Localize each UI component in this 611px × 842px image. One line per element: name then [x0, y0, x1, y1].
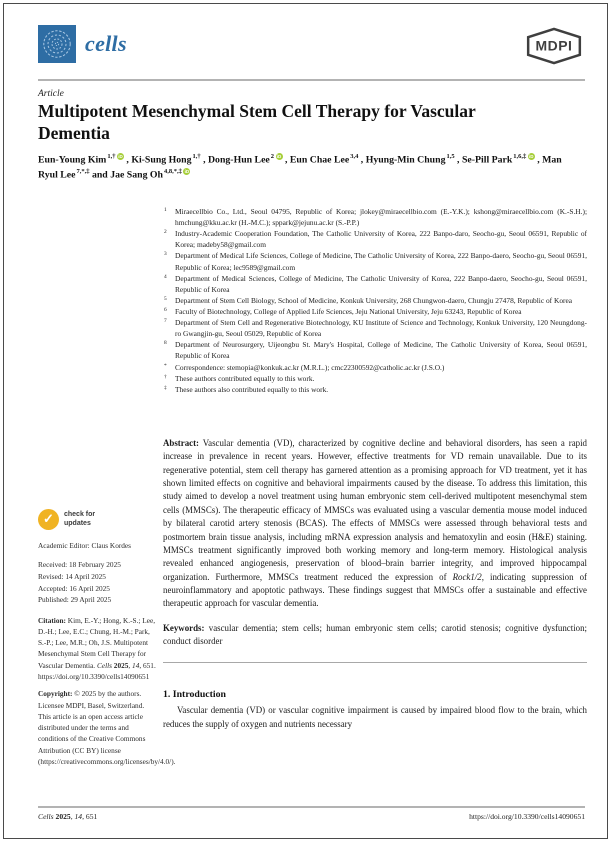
author-affil-sup: 1,6,‡ — [513, 153, 527, 160]
affiliation-item — [163, 228, 587, 250]
footer-year: 2025 — [55, 812, 71, 821]
affiliation-text: Correspondence: stemopia@konkuk.ac.kr (M.R.L.); cmc22300592@catholic.ac.kr (J.S.O.) — [175, 362, 445, 372]
citation-volume: , 14 — [128, 660, 140, 670]
author-name: Man Ryul Lee — [38, 154, 562, 181]
affiliation-number: 3 — [164, 251, 167, 258]
author-affil-sup: 2 — [270, 153, 275, 160]
citation-year: 2025 — [113, 660, 129, 670]
affiliation-text: Department of Stem Cell Biology, School of Medicine, Konkuk University, 268 Chungwon-daero, Chungju 27478, Republic of Korea — [175, 295, 573, 305]
introduction-paragraph: Vascular dementia (VD) or vascular cognitive impairment is caused by impaired blood flow to the brain, which reduces the supply of oxygen and nutrients necessary — [163, 705, 587, 729]
article-type-label: Article — [38, 89, 64, 99]
author-affil-sup: 1,5 — [446, 153, 455, 160]
abstract-text-2: , indicating suppression of neuroinflammatory and apoptotic pathways. These findings suggest that MMSCs offer a sustainable and effective therapeutic approach for vascular dementia. — [163, 571, 587, 609]
citation-journal: Cells — [96, 660, 114, 670]
article-dates — [38, 560, 157, 605]
author-separator: , — [126, 154, 132, 166]
author-name: Se-Pill Park — [461, 154, 513, 166]
author-name: Hyung-Min Chung — [365, 154, 446, 166]
affiliation-number: 6 — [164, 306, 167, 313]
mdpi-logo-text: MDPI — [535, 37, 573, 54]
journal-logo — [38, 25, 127, 63]
affiliation-item — [163, 373, 587, 384]
author-list — [38, 152, 562, 183]
footer-doi-link[interactable]: https://doi.org/10.3390/cells14090651 — [469, 812, 585, 821]
sidebar — [38, 509, 176, 767]
keywords-label: Keywords: — [163, 622, 205, 633]
affiliation-text: These authors also contributed equally to this work. — [175, 384, 329, 394]
author-name: Eun Chae Lee — [289, 154, 350, 166]
orcid-icon[interactable]: iD — [184, 169, 190, 175]
affiliation-text: Industry-Academic Cooperation Foundation, The Catholic University of Korea, 222 Banpo-daro, Seocho-gu, Seoul 06591, Republic of Korea; madeby58@gmail.com — [175, 229, 587, 250]
author-separator: , — [457, 154, 462, 166]
footer-citation — [38, 812, 97, 821]
journal-name: cells — [85, 31, 127, 56]
affiliation-item — [163, 295, 587, 306]
author-separator: , — [203, 154, 208, 166]
affiliation-text: These authors contributed equally to this work. — [175, 373, 315, 383]
page-footer — [38, 812, 585, 821]
affiliation-item — [163, 362, 587, 373]
affiliation-number: ‡ — [164, 384, 167, 391]
checkmark-icon: ✓ — [38, 509, 59, 530]
section-divider — [163, 662, 587, 663]
abstract-text-1: Vascular dementia (VD), characterized by cognitive decline and behavioral disorders, has seen a rapid increase in prevalence in recent years. However, effective treatments for VD remain unavailable. Due to its regenerative potential, stem cell therapy has garnered attention as a promising approach for VD treatment, yet it has shown limited effects on cognitive and behavioral impairments caused by the disease. To address this limitation, this study aimed to develop a novel treatment using human embryonic stem cell-derived multipotent mesenchymal stem cells (MMSCs). The therapeutic efficacy of MMSCs was evaluated using a vascular dementia mouse model induced by bilateral carotid artery stenosis (BCAS). The effects of MMSCs were assessed through behavioral tests and postmortem brain tissue analysis, including mRNA expression analysis and hematoxylin and eosin (H&E) staining. MMSCs treatment significantly improved both working memory and long-term memory. Histological analysis revealed enhanced angiogenesis, preservation of blood–brain barrier integrity, and improved hippocampal organization. Furthermore, MMSCs treatment reduced the expression of — [163, 438, 587, 582]
cells-logo-icon — [38, 25, 76, 63]
footer-journal: Cells — [38, 812, 56, 821]
citation-block — [38, 615, 157, 683]
citation-label: Citation: — [38, 615, 66, 625]
affiliation-item — [163, 306, 587, 317]
author-affil-sup: 3,4 — [350, 153, 359, 160]
affiliation-number: 5 — [164, 295, 167, 302]
affiliation-number: † — [164, 373, 167, 380]
affiliation-list — [163, 206, 587, 395]
header-divider — [38, 79, 585, 81]
date-line: Revised: 14 April 2025 — [38, 571, 106, 581]
section-heading-introduction: 1. Introduction — [163, 689, 226, 701]
affiliation-number: 1 — [164, 207, 167, 213]
author-affil-sup: 7,*,‡ — [76, 168, 90, 176]
keywords-text: vascular dementia; stem cells; human embryonic stem cells; carotid stenosis; cognitive dysfunction; conduct disorder — [163, 622, 587, 647]
journal-header — [38, 25, 585, 69]
citation-page: , 651. — [139, 660, 156, 670]
affiliation-text: Faculty of Biotechnology, College of Applied Life Sciences, Jeju National University, Jeju 63243, Republic of Korea — [175, 306, 522, 316]
affiliation-number: 4 — [164, 273, 167, 280]
footer-page: , 651 — [82, 812, 98, 821]
author-separator: , — [284, 154, 290, 166]
author-name: Jae Sang Oh — [110, 169, 163, 181]
author-name: Ki-Sung Hong — [131, 154, 192, 166]
affiliation-text: Department of Neurosurgery, Uijeongbu St. Mary's Hospital, College of Medicine, The Catholic University of Korea, Seoul 06591, Republic of Korea — [175, 340, 587, 361]
keywords — [163, 622, 587, 649]
copyright-block — [38, 688, 176, 767]
affiliation-item — [163, 339, 587, 361]
affiliation-text: Miraecellbio Co., Ltd., Seoul 04795, Republic of Korea; jlokey@miraecellbio.com (E.-Y.K.); kshong@miraecellbio.com (K.-S.H.); hmchung@kku.ac.kr (H.-M.C.); sppark@jejunu.ac.kr (S.-P.P.) — [175, 207, 587, 228]
abstract — [163, 437, 587, 611]
orcid-icon[interactable]: iD — [118, 154, 123, 159]
citation-text: Kim, E.-Y.; Hong, K.-S.; Lee, D.-H.; Lee, E.C.; Chung, H.-M.; Park, S.-P.; Lee, M.R.; Oh, J.S. Multipotent Mesenchymal Stem Cell Therapy for Vascular Dementia. — [38, 615, 156, 670]
author-separator: , — [360, 154, 366, 166]
badge-label-line2: updates — [64, 519, 91, 527]
affiliation-item — [163, 384, 587, 395]
date-line: Published: 29 April 2025 — [38, 595, 112, 605]
copyright-label: Copyright: — [38, 689, 73, 699]
author-affil-sup: 1,† — [107, 153, 116, 160]
affiliation-text: Department of Stem Cell and Regenerative Biotechnology, KU Institute of Science and Technology, Konkuk University, 120 Neungdong-ro Gwangjin-gu, Seoul 05029, Republic of Korea — [175, 318, 587, 339]
orcid-icon[interactable]: iD — [276, 154, 282, 159]
author-affil-sup: 4,8,*,‡ — [164, 168, 182, 176]
academic-editor: Academic Editor: Claus Kordes — [38, 541, 132, 550]
affiliation-item — [163, 206, 587, 228]
affiliation-text: Department of Medical Life Sciences, College of Medicine, The Catholic University of Korea, 222 Banpo-daero, Seocho-gu, Seoul 06591, Republic of Korea; lec9589@gmail.com — [175, 251, 587, 272]
affiliation-item — [163, 317, 587, 339]
badge-label — [64, 511, 95, 527]
check-for-updates-badge[interactable] — [38, 509, 157, 530]
affiliation-item — [163, 250, 587, 272]
date-line: Received: 18 February 2025 — [38, 560, 121, 570]
author-separator: and — [91, 169, 111, 181]
date-line: Accepted: 16 April 2025 — [38, 583, 110, 593]
affiliation-number: 7 — [164, 318, 167, 325]
main-column — [163, 437, 587, 731]
copyright-text: © 2025 by the authors. Licensee MDPI, Basel, Switzerland. This article is an open access article distributed under the terms and conditions of the Creative Commons Attribution (CC BY) license (https://creativecommons.org/licenses/by/4.0/). — [38, 689, 176, 767]
abstract-italic-term: Rock1/2 — [452, 571, 482, 582]
affiliation-number: 2 — [164, 229, 167, 236]
citation-doi-link[interactable]: https://doi.org/10.3390/cells14090651 — [38, 672, 150, 681]
author-name: Eun-Young Kim — [38, 154, 107, 166]
affiliation-number: 8 — [164, 340, 167, 347]
author-separator: , — [537, 154, 543, 166]
affiliation-item — [163, 273, 587, 295]
author-affil-sup: 1,† — [192, 153, 201, 160]
author-name: Dong-Hun Lee — [207, 154, 270, 166]
footer-volume: , 14 — [70, 812, 83, 821]
affiliation-number: * — [164, 362, 167, 369]
page-title: Multipotent Mesenchymal Stem Cell Therapy for Vascular Dementia — [38, 101, 476, 143]
mdpi-logo — [523, 27, 585, 65]
abstract-label: Abstract: — [163, 438, 199, 448]
orcid-icon[interactable]: iD — [529, 154, 534, 159]
badge-label-line1: check for — [64, 511, 96, 519]
footer-divider — [38, 806, 585, 808]
affiliation-text: Department of Medical Sciences, College of Medicine, The Catholic University of Korea, 222 Banpo-daero, Seocho-gu, Seoul 06591, Republic of Korea — [175, 273, 587, 294]
